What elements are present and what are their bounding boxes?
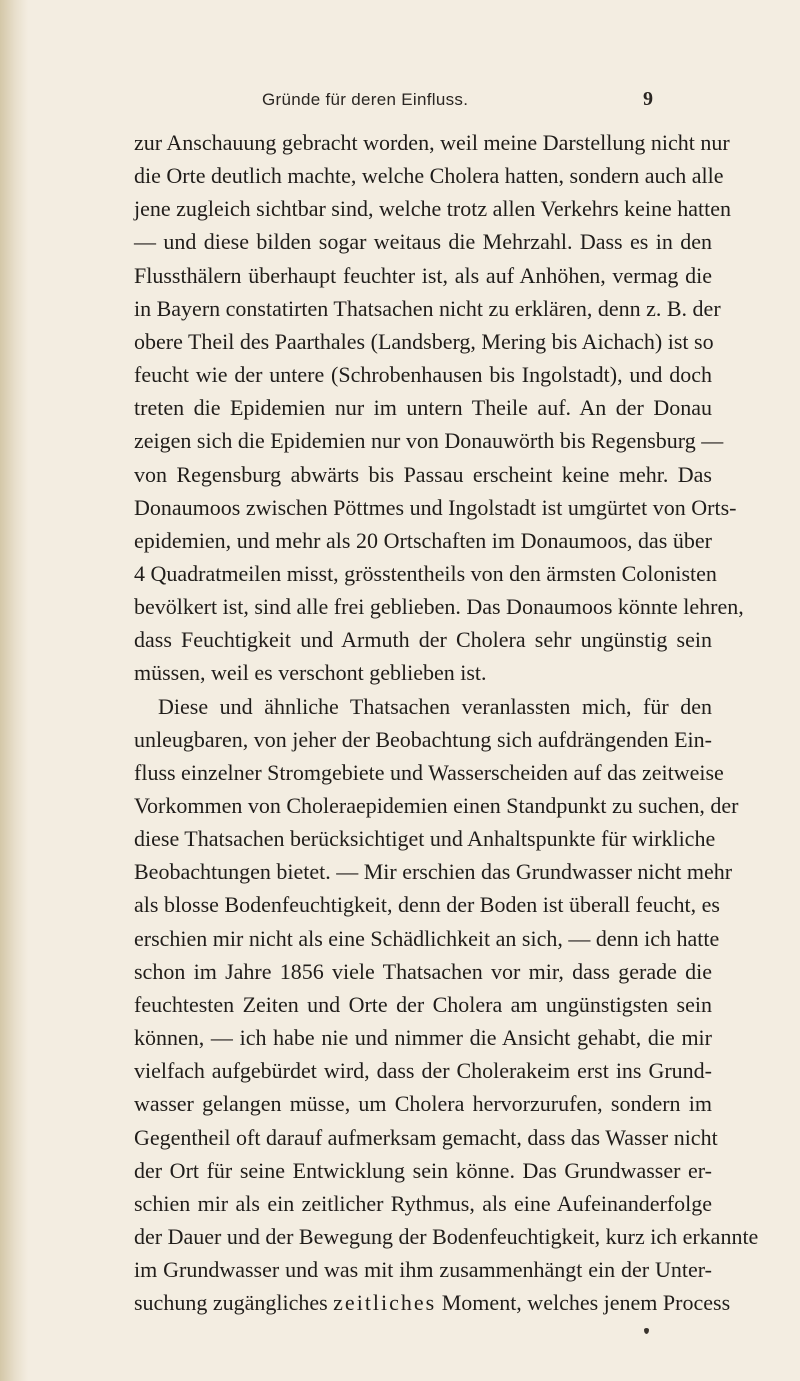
- text-line: [134, 1054, 712, 1087]
- text-line: [134, 358, 712, 391]
- text-segment: Moment, welches jenem Process: [436, 1290, 731, 1316]
- text-line-content: Diese und ähnliche Thatsachen veranlassten mich, für den: [158, 693, 712, 719]
- text-line: [134, 756, 724, 789]
- text-line-content: schien mir als ein zeitlicher Rythmus, als eine Aufeinanderfolge: [134, 1190, 712, 1216]
- text-line-content: diese Thatsachen berücksichtiget und Anhaltspunkte für wirkliche: [134, 826, 716, 852]
- text-line-content: fluss einzelner Stromgebiete und Wasserscheiden auf das zeitweise: [134, 759, 724, 785]
- text-line-content: können, — ich habe nie und nimmer die Ansicht gehabt, die mir: [134, 1025, 712, 1051]
- text-line: [134, 458, 712, 491]
- text-line: [134, 1187, 712, 1220]
- text-line-content: der Dauer und der Bewegung der Bodenfeuchtigkeit, kurz ich erkannte: [134, 1223, 759, 1249]
- page-header: [0, 88, 800, 118]
- text-line: [134, 1021, 712, 1054]
- text-line-content: Vorkommen von Choleraepidemien einen Standpunkt zu suchen, der: [134, 793, 739, 818]
- text-line: [134, 325, 712, 358]
- text-line-content: als blosse Bodenfeuchtigkeit, denn der Boden ist überall feucht, es: [134, 892, 720, 918]
- text-line-content: obere Theil des Paarthales (Landsberg, Mering bis Aichach) ist so: [134, 328, 714, 354]
- text-line: [134, 292, 721, 325]
- text-line-content: der Ort für seine Entwicklung sein könne. Das Grundwasser er-: [134, 1157, 712, 1183]
- text-line-content: feucht wie der untere (Schrobenhausen bis Ingolstadt), und doch: [134, 362, 712, 388]
- text-line: [134, 955, 712, 988]
- text-line-content: müssen, weil es verschont geblieben ist.: [134, 660, 487, 686]
- text-line-content: erschien mir nicht als eine Schädlichkeit an sich, — denn ich hatte: [134, 925, 720, 951]
- text-line: [158, 690, 712, 723]
- emphasized-word: zeitliches: [333, 1290, 437, 1316]
- text-line: [134, 159, 724, 192]
- text-line-content: unleugbaren, von jeher der Beobachtung sich aufdrängenden Ein-: [134, 726, 712, 752]
- text-line: [134, 126, 730, 159]
- text-line-content: epidemien, und mehr als 20 Ortschaften im Donaumoos, das über: [134, 527, 712, 553]
- text-line: [134, 888, 720, 921]
- page-number: 9: [643, 88, 653, 110]
- text-line-content: zur Anschauung gebracht worden, weil meine Darstellung nicht nur: [134, 130, 730, 155]
- text-line: [134, 988, 712, 1021]
- text-line-content: schon im Jahre 1856 viele Thatsachen vor mir, dass gerade die: [134, 958, 712, 984]
- text-line-content: in Bayern constatirten Thatsachen nicht zu erklären, denn z. B. der: [134, 295, 721, 321]
- ink-mark: [644, 1328, 649, 1334]
- text-line-content: Beobachtungen bietet. — Mir erschien das Grundwasser nicht mehr: [134, 859, 733, 885]
- text-line: [134, 1220, 759, 1253]
- text-line-content: [134, 1286, 731, 1319]
- text-line-content: vielfach aufgebürdet wird, dass der Cholerakeim erst ins Grund-: [134, 1058, 712, 1084]
- text-line: [134, 491, 737, 524]
- text-line: [134, 524, 712, 557]
- text-line-content: feuchtesten Zeiten und Orte der Cholera am ungünstigsten sein: [134, 991, 712, 1017]
- text-line-content: — und diese bilden sogar weitaus die Mehrzahl. Dass es in den: [134, 229, 712, 255]
- text-line: [134, 225, 712, 258]
- text-line: [134, 259, 712, 292]
- text-line: [134, 789, 739, 822]
- text-line-content: zeigen sich die Epidemien nur von Donauwörth bis Regensburg —: [134, 428, 724, 454]
- text-line-content: bevölkert ist, sind alle frei geblieben. Das Donaumoos könnte lehren,: [134, 594, 744, 620]
- text-line: [134, 822, 716, 855]
- text-line: [134, 590, 744, 623]
- text-line: [134, 1286, 731, 1319]
- text-segment: suchung zugängliches: [134, 1290, 334, 1316]
- text-line: [134, 656, 487, 689]
- text-line-content: Donaumoos zwischen Pöttmes und Ingolstadt ist umgürtet von Orts-: [134, 494, 737, 520]
- text-line-content: treten die Epidemien nur im untern Theile auf. An der Donau: [134, 395, 712, 421]
- text-line: [134, 424, 724, 457]
- text-line-content: 4 Quadratmeilen misst, grösstentheils von den ärmsten Colonisten: [134, 560, 717, 586]
- text-line: [134, 391, 712, 424]
- text-line-content: im Grundwasser und was mit ihm zusammenhängt ein der Unter-: [134, 1257, 712, 1283]
- binding-shadow: [0, 0, 28, 1381]
- text-line-content: Flussthälern überhaupt feuchter ist, als auf Anhöhen, vermag die: [134, 262, 712, 288]
- text-line-content: die Orte deutlich machte, welche Cholera hatten, sondern auch alle: [134, 163, 724, 189]
- text-line: [134, 1121, 718, 1154]
- text-line: [134, 922, 720, 955]
- text-line: [134, 1253, 712, 1286]
- text-line: [134, 1087, 712, 1120]
- text-line: [134, 557, 717, 590]
- text-line-content: jene zugleich sichtbar sind, welche trotz allen Verkehrs keine hatten: [134, 196, 732, 222]
- text-line: [134, 855, 733, 888]
- running-head: Gründe für deren Einfluss.: [262, 90, 469, 109]
- text-line-content: von Regensburg abwärts bis Passau erscheint keine mehr. Das: [134, 461, 712, 487]
- text-line-content: wasser gelangen müsse, um Cholera hervorzurufen, sondern im: [134, 1091, 712, 1117]
- text-line-content: Gegentheil oft darauf aufmerksam gemacht, dass das Wasser nicht: [134, 1124, 718, 1150]
- text-line-content: dass Feuchtigkeit und Armuth der Cholera sehr ungünstig sein: [134, 627, 712, 653]
- text-line: [134, 1154, 712, 1187]
- text-line: [134, 192, 732, 225]
- text-line: [134, 623, 712, 656]
- text-line: [134, 723, 712, 756]
